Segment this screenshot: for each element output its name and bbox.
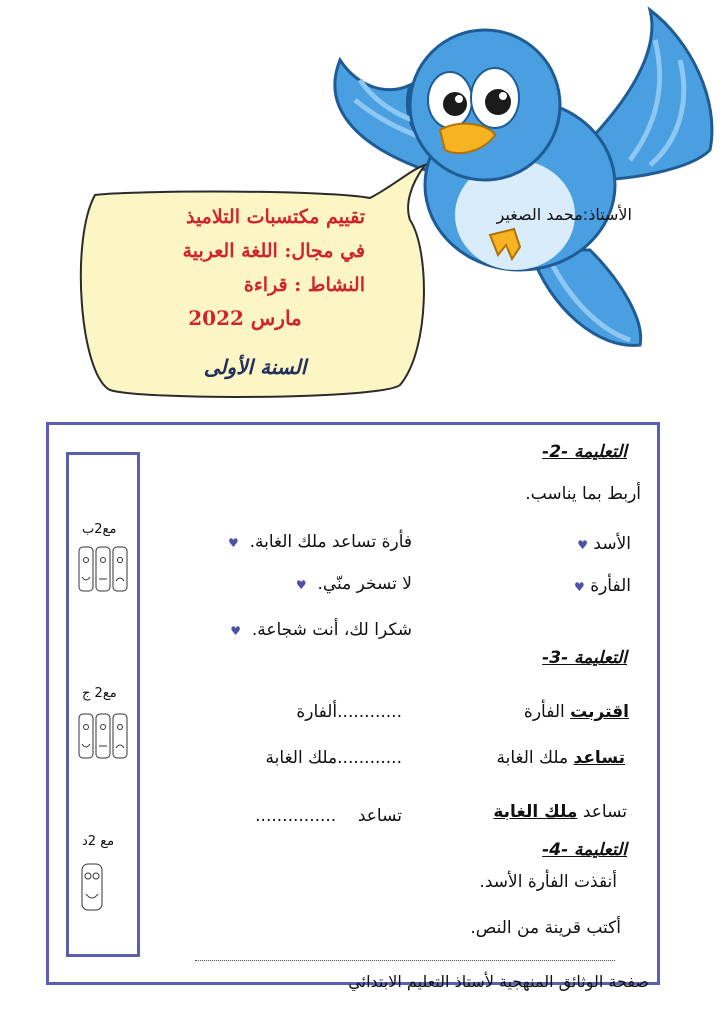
match-right-item: شكرا لك، أنت شجاعة. ♥ [230, 620, 412, 640]
heart-bullet-icon: ♥ [295, 578, 307, 592]
heart-bullet-icon: ♥ [574, 580, 585, 594]
bubble-title-line: تقييم مكتسبات التلاميذ [185, 206, 365, 228]
instruction-4-sentence: أنقذت الفأرة الأسد. [479, 872, 617, 892]
instruction-2-title: التعليمة -2- [542, 442, 627, 462]
instruction-3-title: التعليمة -3- [542, 648, 627, 668]
instruction-2-text: أربط بما يناسب. [525, 484, 641, 504]
teacher-name: الأستاذ:محمد الصغير [496, 205, 632, 224]
criterion-label: مع 2د [82, 834, 115, 849]
match-right-item: فأرة تساعد ملك الغابة. ♥ [228, 532, 412, 552]
sentence-row: تساعد ملك الغابة [496, 748, 625, 768]
answer-dotted-line [195, 960, 615, 961]
answer-line: ............ملك الغابة [265, 748, 402, 768]
bubble-activity-line: النشاط : قراءة [243, 274, 365, 296]
heart-bullet-icon: ♥ [230, 624, 242, 638]
answer-line: تساعد ............... [255, 806, 402, 826]
match-left-item: الأسد ♥ [577, 534, 631, 554]
heart-bullet-icon: ♥ [228, 536, 239, 550]
instruction-4-title: التعليمة -4- [542, 840, 627, 860]
heart-bullet-icon: ♥ [577, 538, 588, 552]
sentence-row: اقتربت الفأرة [523, 702, 629, 722]
footer-text: صفحة الوثائق المنهجية لأستاذ التعليم الابتدائي [348, 972, 649, 991]
smiley-faces-icon [78, 545, 130, 595]
sentence-row: تساعد ملك الغابة [493, 802, 627, 822]
bubble-date-line: مارس 2022 [188, 306, 302, 330]
smiley-face-icon [80, 862, 106, 914]
match-right-item: لا تسخر منّي. ♥ [295, 574, 412, 594]
match-left-item: الفأرة ♥ [574, 576, 631, 596]
grade-label: السنة الأولى [203, 355, 307, 379]
answer-line: ............ألفارة [296, 702, 402, 722]
bubble-subject-line: في مجال: اللغة العربية [182, 240, 365, 262]
instruction-4-question: أكتب قرينة من النص. [470, 918, 621, 938]
criterion-label: مع2ب [82, 522, 117, 537]
criterion-label: مع2 ج [82, 686, 117, 701]
smiley-faces-icon [78, 712, 130, 762]
